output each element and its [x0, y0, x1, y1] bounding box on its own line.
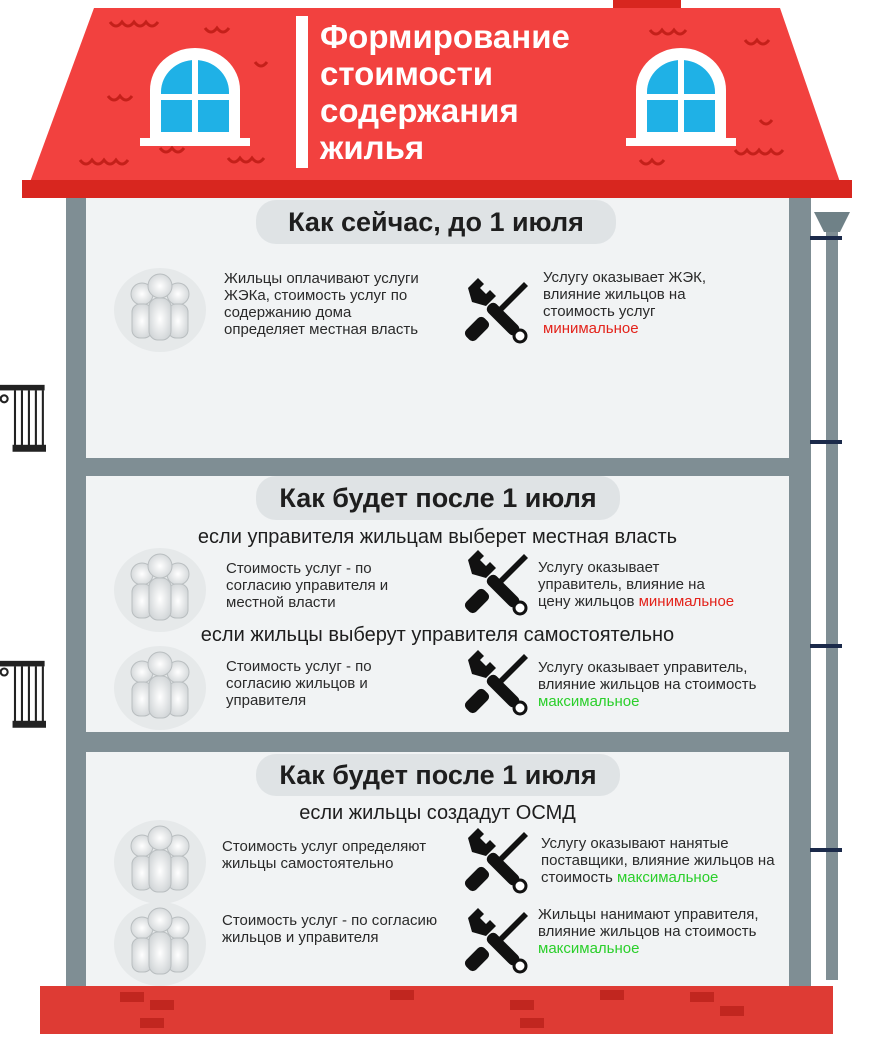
section-heading: Как сейчас, до 1 июля	[256, 200, 616, 244]
section-subheading: если управителя жильцам выберет местная власть	[197, 526, 678, 548]
people-group-icon	[114, 268, 206, 352]
balcony-icon	[0, 370, 46, 468]
section-heading: Как будет после 1 июля	[256, 476, 620, 520]
section-subheading: если жильцы выберут управителя самостоятельно	[200, 624, 675, 646]
title-line: содержания	[320, 92, 519, 129]
tools-icon	[460, 648, 532, 720]
residents-text: Стоимость услуг - по согласию управителя и местной власти	[226, 560, 389, 611]
drainpipe-icon	[810, 212, 860, 982]
service-description: Жильцы нанимают управителя, влияние жильцов на стоимость	[538, 906, 759, 940]
tools-icon	[460, 826, 532, 898]
service-description: Услугу оказывает ЖЭК, влияние жильцов на стоимость услуг	[543, 269, 707, 320]
service-text	[538, 906, 788, 957]
service-text	[543, 269, 733, 337]
page-title	[320, 18, 620, 166]
service-text	[541, 835, 786, 886]
tools-icon	[460, 276, 532, 348]
tools-icon	[460, 548, 532, 620]
people-group-icon	[114, 820, 206, 904]
title-line: Формирование	[320, 18, 570, 55]
people-group-icon	[114, 646, 206, 730]
service-description: Услугу оказывает управитель, влияние на цену жильцов	[538, 559, 705, 610]
influence-value: минимальное	[543, 320, 639, 337]
influence-value: максимальное	[616, 869, 719, 886]
people-group-icon	[114, 902, 206, 986]
service-text	[538, 659, 788, 710]
people-group-icon	[114, 548, 206, 632]
service-description: Услугу оказывает управитель, влияние жильцов на стоимость	[538, 659, 757, 693]
service-text	[538, 559, 738, 610]
tools-icon	[460, 906, 532, 978]
title-line: стоимости	[320, 55, 494, 92]
foundation	[40, 986, 833, 1036]
title-line: жилья	[320, 129, 425, 166]
service-description: Услугу оказывают нанятые поставщики, влияние жильцов на стоимость	[541, 835, 775, 886]
residents-text: Стоимость услуг - по согласию жильцов и управителя	[226, 658, 372, 709]
balcony-icon	[0, 646, 46, 744]
influence-value: минимальное	[638, 593, 735, 610]
section-heading: Как будет после 1 июля	[256, 754, 620, 796]
influence-value: максимальное	[538, 693, 640, 710]
influence-value: максимальное	[538, 940, 640, 957]
residents-text: Стоимость услуг определяют жильцы самостоятельно	[222, 838, 427, 872]
section-subheading: если жильцы создадут ОСМД	[299, 802, 576, 824]
residents-text: Стоимость услуг - по согласию жильцов и управителя	[222, 912, 438, 946]
residents-text: Жильцы оплачивают услуги ЖЭКа, стоимость услуг по содержанию дома определяет местная власть	[224, 270, 419, 338]
